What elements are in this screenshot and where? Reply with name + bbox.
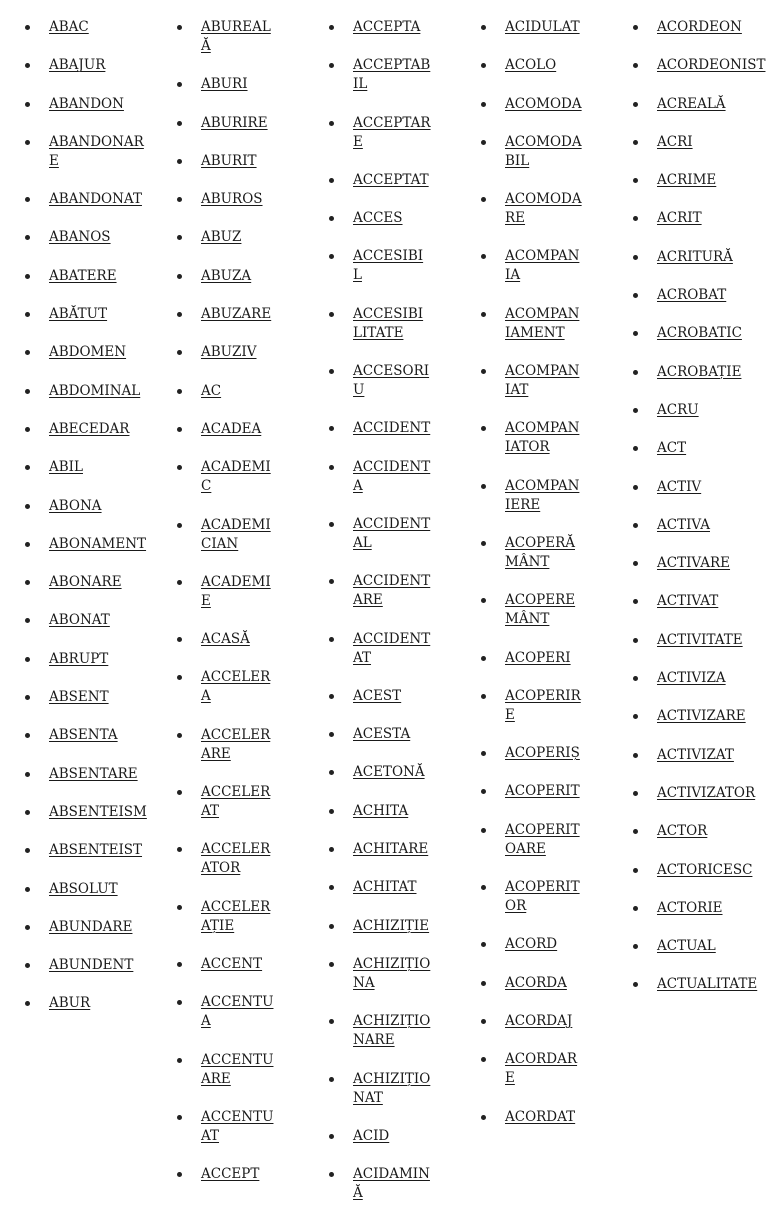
word-link[interactable]: ACHIZIȚIONAT — [353, 1070, 431, 1106]
list-item — [631, 171, 768, 190]
list-item — [479, 95, 583, 114]
word-link[interactable]: ACHITAT — [353, 879, 417, 896]
word-link[interactable]: ACORDEONIST — [657, 57, 766, 74]
list-item — [479, 56, 583, 75]
word-link[interactable]: ACOMODABIL — [505, 133, 582, 169]
list-item — [479, 419, 583, 457]
list-item — [327, 18, 431, 37]
word-link[interactable]: ACADEMIE — [201, 573, 271, 609]
word-link[interactable]: ACCEPT — [201, 1166, 260, 1183]
list-item — [23, 305, 153, 324]
word-link[interactable]: ACOMPANIA — [505, 248, 580, 284]
list-item — [327, 572, 431, 610]
list-item — [327, 56, 431, 94]
list-item — [479, 687, 583, 725]
word-link[interactable]: ABAC — [49, 19, 89, 35]
list-item — [327, 515, 431, 553]
list-item — [23, 18, 153, 37]
list-item — [327, 725, 431, 744]
list-item — [631, 784, 768, 803]
word-link[interactable]: ABSENTARE — [49, 765, 138, 782]
word-link[interactable]: ACEST — [353, 687, 402, 704]
word-link[interactable]: ABANDONARE — [49, 133, 144, 169]
list-item — [23, 535, 153, 554]
word-column-5 — [631, 18, 768, 1014]
list-item — [175, 840, 279, 878]
word-link[interactable]: AC — [201, 382, 222, 399]
word-link[interactable]: ABONAMENT — [49, 535, 147, 552]
list-item — [479, 1108, 583, 1127]
word-link[interactable]: ACCELERAT — [201, 784, 271, 820]
word-link[interactable]: ACHIZIȚIE — [353, 917, 430, 934]
word-link[interactable]: ABANDONAT — [49, 191, 142, 208]
word-link[interactable]: ABDOMINAL — [49, 382, 141, 399]
word-link[interactable]: ACTIVIZA — [657, 670, 726, 687]
list-item — [631, 631, 768, 650]
list-item — [479, 649, 583, 668]
list-item — [23, 382, 153, 401]
word-link[interactable]: ABURIRE — [201, 114, 268, 131]
list-item — [23, 458, 153, 477]
word-link[interactable]: ACOMPANIATOR — [505, 420, 580, 456]
list-item — [479, 190, 583, 228]
list-item — [479, 247, 583, 285]
list-item — [479, 477, 583, 515]
list-item — [327, 840, 431, 859]
list-item — [23, 95, 153, 114]
list-item — [175, 305, 279, 324]
list-item — [175, 630, 279, 649]
word-link[interactable]: ABĂTUT — [49, 306, 108, 323]
list-item — [631, 18, 768, 37]
list-item — [631, 363, 768, 382]
list-item — [479, 974, 583, 993]
word-link[interactable]: ABIL — [49, 459, 83, 476]
word-link[interactable]: ABUROS — [201, 191, 263, 208]
list-item — [23, 611, 153, 630]
list-item — [23, 190, 153, 209]
word-link[interactable]: ABSENTEIST — [49, 842, 143, 859]
word-link[interactable]: ACADEMIC — [201, 459, 271, 495]
list-item — [631, 516, 768, 535]
word-link[interactable]: ACCIDENTA — [353, 458, 431, 494]
word-link[interactable]: ACCIDENT — [353, 420, 431, 437]
word-link[interactable]: ACCELERA — [201, 669, 271, 705]
list-item — [479, 534, 583, 572]
list-item — [479, 591, 583, 629]
word-link[interactable]: ABURI — [201, 76, 248, 93]
list-item — [631, 209, 768, 228]
word-link[interactable]: ACOPERITOARE — [505, 821, 580, 857]
list-item — [23, 650, 153, 669]
list-item — [23, 803, 153, 822]
word-link[interactable]: ABSENTEISM — [49, 803, 147, 820]
word-link[interactable]: ACORD — [505, 936, 558, 953]
list-item — [175, 75, 279, 94]
list-item — [23, 726, 153, 745]
word-link[interactable]: ACORDA — [505, 974, 567, 991]
list-item — [631, 746, 768, 765]
word-link[interactable]: ACHIZIȚIONARE — [353, 1013, 431, 1049]
word-link[interactable]: ACCEPTA — [353, 19, 421, 35]
list-item — [479, 133, 583, 171]
list-item — [175, 573, 279, 611]
list-item — [631, 401, 768, 420]
list-item — [631, 707, 768, 726]
list-item — [479, 18, 583, 37]
list-item — [327, 1070, 431, 1108]
list-item — [479, 782, 583, 801]
list-item — [479, 744, 583, 763]
list-item — [631, 899, 768, 918]
list-item — [327, 917, 431, 936]
word-link[interactable]: ACOPERIRE — [505, 687, 581, 723]
list-item — [175, 1108, 279, 1146]
word-link[interactable]: ACCELERARE — [201, 726, 271, 762]
list-item — [23, 497, 153, 516]
word-link[interactable]: ACADEMICIAN — [201, 516, 271, 552]
list-item — [175, 190, 279, 209]
list-item — [479, 1050, 583, 1088]
word-link[interactable]: ACTIV — [657, 478, 702, 495]
word-link[interactable]: ACRU — [657, 401, 699, 418]
word-link[interactable]: ABUNDARE — [49, 918, 133, 935]
list-item — [23, 343, 153, 362]
word-link[interactable]: ACCESIBILITATE — [353, 305, 424, 341]
word-link[interactable]: ACTIVIZAT — [657, 746, 734, 763]
word-link[interactable]: ABANDON — [49, 95, 124, 112]
word-link[interactable]: ACCEPTABIL — [353, 57, 431, 93]
word-link[interactable]: ACOPERITOR — [505, 879, 580, 915]
list-item — [327, 687, 431, 706]
word-link[interactable]: ACTIVARE — [657, 555, 731, 572]
list-item — [631, 669, 768, 688]
word-link[interactable]: ABSENT — [49, 689, 109, 706]
list-item — [175, 420, 279, 439]
word-link[interactable]: ABRUPT — [49, 650, 109, 667]
list-item — [327, 1165, 431, 1203]
word-link[interactable]: ABECEDAR — [49, 420, 130, 437]
word-column-3 — [327, 18, 431, 1222]
list-item — [327, 802, 431, 821]
list-item — [175, 343, 279, 362]
word-link[interactable]: ACTIVIZARE — [657, 708, 746, 725]
word-link[interactable]: ACADEA — [201, 420, 262, 437]
list-item — [23, 918, 153, 937]
list-item — [175, 1165, 279, 1184]
list-item — [631, 439, 768, 458]
list-item — [327, 419, 431, 438]
word-link[interactable]: ACRITURĂ — [657, 248, 733, 265]
list-item — [631, 554, 768, 573]
list-item — [327, 878, 431, 897]
word-link[interactable]: ACID — [353, 1127, 390, 1144]
list-item — [327, 1127, 431, 1146]
word-link[interactable]: ABUZA — [201, 267, 252, 284]
word-link[interactable]: ACCESORIU — [353, 363, 430, 399]
word-link[interactable]: ACOLO — [505, 57, 557, 74]
word-link[interactable]: ACCENTUA — [201, 994, 274, 1030]
list-item — [631, 133, 768, 152]
word-link[interactable]: ABONAT — [49, 612, 110, 629]
list-item — [175, 726, 279, 764]
word-link[interactable]: ABUZ — [201, 229, 242, 246]
word-link[interactable]: ACCENTUAT — [201, 1108, 274, 1144]
word-link[interactable]: ACOPERI — [505, 649, 571, 666]
list-item — [631, 56, 768, 75]
word-link[interactable]: ABATERE — [49, 267, 117, 284]
word-link[interactable]: ABDOMEN — [49, 344, 127, 361]
word-link[interactable]: ACTUAL — [657, 938, 716, 955]
word-link[interactable]: ABANOS — [49, 229, 111, 246]
word-link[interactable]: ACOPERIȘ — [505, 745, 580, 762]
word-link[interactable]: ACTORIE — [657, 899, 723, 916]
word-link[interactable]: ACHIZIȚIONA — [353, 955, 431, 991]
word-link[interactable]: ACRIT — [657, 210, 702, 227]
word-link[interactable]: ABSOLUT — [49, 880, 118, 897]
list-item — [23, 994, 153, 1013]
list-item — [175, 668, 279, 706]
word-link[interactable]: ABURIT — [201, 152, 257, 169]
word-link[interactable]: ACTUALITATE — [657, 976, 758, 993]
list-item — [23, 841, 153, 860]
list-item — [631, 478, 768, 497]
word-link[interactable]: ACROBATIC — [657, 325, 742, 342]
word-link[interactable]: ACOMPANIAMENT — [505, 305, 580, 341]
list-item — [631, 248, 768, 267]
word-link[interactable]: ABSENTA — [49, 727, 118, 744]
word-link[interactable]: ACCELERAȚIE — [201, 898, 271, 934]
list-item — [175, 955, 279, 974]
word-link[interactable]: ACCIDENTAT — [353, 630, 431, 666]
word-link[interactable]: ACCEPTARE — [353, 114, 431, 150]
list-item — [23, 880, 153, 899]
list-item — [479, 1012, 583, 1031]
list-item — [479, 878, 583, 916]
list-item — [631, 975, 768, 994]
list-item — [175, 267, 279, 286]
word-link[interactable]: ACCIDENTARE — [353, 573, 431, 609]
word-link[interactable]: ACOMODARE — [505, 191, 582, 227]
word-link[interactable]: ACCESIBIL — [353, 248, 424, 284]
word-link[interactable]: ACESTA — [353, 726, 411, 743]
list-item — [479, 821, 583, 859]
word-link[interactable]: ACIDULAT — [505, 19, 580, 35]
word-link[interactable]: ABAJUR — [49, 57, 106, 74]
list-item — [175, 18, 279, 56]
list-item — [23, 133, 153, 171]
list-item — [175, 152, 279, 171]
list-item — [479, 362, 583, 400]
word-link[interactable]: ABONARE — [49, 574, 122, 591]
word-link[interactable]: ACOMPANIAT — [505, 363, 580, 399]
word-link[interactable]: ACRIME — [657, 172, 717, 189]
word-link[interactable]: ACTIVAT — [657, 593, 719, 610]
word-column-2 — [175, 18, 279, 1203]
word-link[interactable]: ACOPERĂMÂNT — [505, 534, 575, 570]
list-item — [631, 324, 768, 343]
list-item — [631, 592, 768, 611]
word-link[interactable]: ACCELERATOR — [201, 841, 271, 877]
list-item — [175, 516, 279, 554]
word-link[interactable]: ACOMPANIERE — [505, 477, 580, 513]
list-item — [327, 209, 431, 228]
list-item — [23, 420, 153, 439]
word-link[interactable]: ACOPERIT — [505, 783, 580, 800]
list-item — [327, 247, 431, 285]
word-link[interactable]: ACTIVITATE — [657, 631, 743, 648]
word-link[interactable]: ACROBAT — [657, 287, 727, 304]
word-link[interactable]: ACOMODA — [505, 95, 582, 112]
list-item — [23, 573, 153, 592]
list-item — [175, 1051, 279, 1089]
list-item — [327, 171, 431, 190]
list-item — [23, 688, 153, 707]
word-link[interactable]: ACETONĂ — [353, 764, 425, 781]
word-link[interactable]: ACORDAT — [505, 1108, 576, 1125]
list-item — [327, 458, 431, 496]
word-link[interactable]: ACORDEON — [657, 19, 742, 35]
word-link[interactable]: ABUZIV — [201, 344, 257, 361]
word-link[interactable]: ACCENT — [201, 955, 263, 972]
word-link[interactable]: ACREALĂ — [657, 95, 726, 112]
list-item — [327, 1012, 431, 1050]
word-link[interactable]: ACROBAȚIE — [657, 363, 742, 380]
list-item — [175, 228, 279, 247]
list-item — [175, 898, 279, 936]
word-column-4 — [479, 18, 583, 1146]
word-link[interactable]: ACCES — [353, 210, 403, 227]
word-link[interactable]: ACIDAMINĂ — [353, 1166, 430, 1202]
list-item — [327, 630, 431, 668]
list-item — [631, 861, 768, 880]
word-link[interactable]: ACRI — [657, 133, 693, 150]
word-link[interactable]: ABUR — [49, 995, 91, 1012]
list-item — [631, 286, 768, 305]
list-item — [175, 458, 279, 496]
list-item — [327, 763, 431, 782]
list-item — [327, 305, 431, 343]
word-link[interactable]: ACT — [657, 440, 687, 457]
list-item — [175, 993, 279, 1031]
word-link[interactable]: ACORDAJ — [505, 1012, 573, 1029]
word-column-1 — [23, 18, 153, 1033]
list-item — [23, 56, 153, 75]
word-link[interactable]: ACOPEREMÂNT — [505, 592, 576, 628]
word-link[interactable]: ACASĂ — [201, 631, 250, 648]
word-link[interactable]: ACCIDENTAL — [353, 515, 431, 551]
list-item — [631, 937, 768, 956]
list-item — [631, 822, 768, 841]
word-link[interactable]: ACTOR — [657, 823, 708, 840]
word-link[interactable]: ABONA — [49, 497, 102, 514]
list-item — [175, 114, 279, 133]
word-link[interactable]: ABUREALĂ — [201, 19, 271, 54]
word-link[interactable]: ACORDARE — [505, 1051, 578, 1087]
word-link[interactable]: ACTORICESC — [657, 861, 753, 878]
word-link[interactable]: ACCENTUARE — [201, 1051, 274, 1087]
word-link[interactable]: ACTIVIZATOR — [657, 784, 756, 801]
word-link[interactable]: ACHITARE — [353, 841, 429, 858]
list-item — [23, 228, 153, 247]
list-item — [479, 305, 583, 343]
list-item — [631, 95, 768, 114]
word-link[interactable]: ACTIVA — [657, 516, 710, 533]
list-item — [327, 114, 431, 152]
list-item — [479, 935, 583, 954]
list-item — [327, 362, 431, 400]
word-link[interactable]: ACHITA — [353, 802, 409, 819]
list-item — [23, 956, 153, 975]
list-item — [23, 765, 153, 784]
word-link[interactable]: ABUNDENT — [49, 957, 134, 974]
word-link[interactable]: ABUZARE — [201, 306, 272, 323]
list-item — [175, 382, 279, 401]
word-link[interactable]: ACCEPTAT — [353, 171, 429, 188]
list-item — [175, 783, 279, 821]
list-item — [23, 267, 153, 286]
list-item — [327, 955, 431, 993]
